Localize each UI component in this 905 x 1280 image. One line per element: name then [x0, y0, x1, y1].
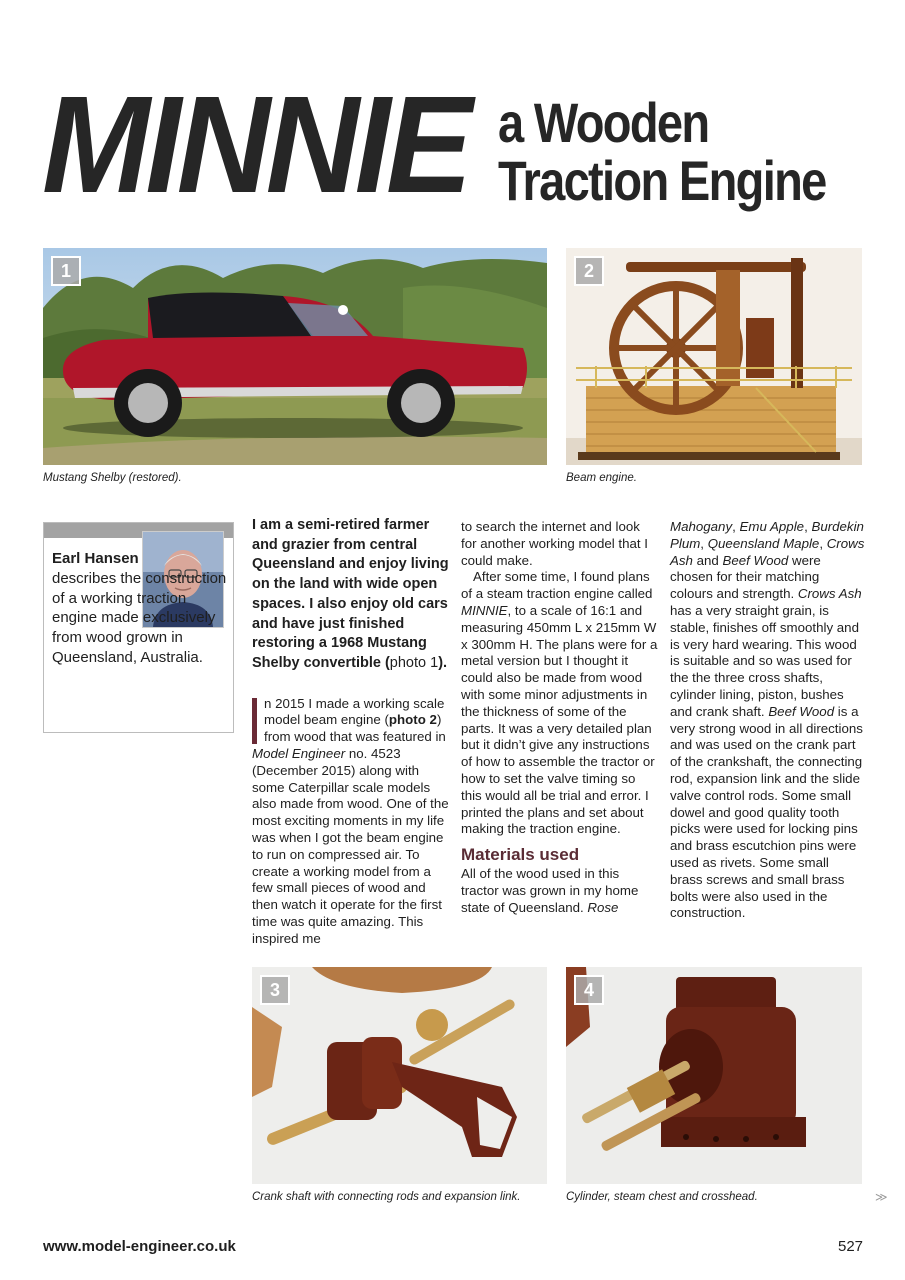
photo-2-beam-engine	[566, 248, 862, 465]
title-sub	[498, 91, 826, 212]
photo-1-number: 1	[51, 256, 81, 286]
wood-burdekin-plum: Burdekin Plum	[670, 519, 864, 551]
intro-end: ).	[438, 654, 448, 671]
col2-paragraph-3	[461, 866, 659, 916]
col3-sep-3: ,	[700, 535, 708, 551]
photo-4-number: 4	[574, 975, 604, 1005]
next-page-marker: ≫	[875, 1190, 888, 1204]
col3-sep-5: and	[692, 552, 723, 568]
col2-paragraph-2	[461, 569, 659, 838]
wood-emu-apple: Emu Apple	[739, 519, 805, 534]
title-main: MINNIE	[42, 68, 468, 222]
column-3	[670, 519, 865, 922]
col1-text-c: no. 4523 (December 2015) along with some Caterpillar scale models also made from wood. One of the most exciting moments in my life was when I got the beam engine to run on compressed air. To create a working model from a few small pieces of wood and then watch it operate for the first time was quite amazing. This inspired me	[252, 746, 449, 946]
col2-p2-a: After some time, I found plans of a steam traction engine called	[461, 569, 653, 602]
photo-4-cylinder	[566, 967, 862, 1184]
col3-text-6: were chosen for their matching colours and strength.	[670, 552, 821, 602]
col3-paragraph	[670, 519, 865, 922]
author-name: Earl Hansen	[52, 550, 139, 567]
sidebar-text	[52, 549, 230, 668]
col1-paragraph	[252, 696, 452, 948]
photo-4-caption: Cylinder, steam chest and crosshead.	[566, 1191, 758, 1203]
column-2	[461, 519, 659, 917]
col2-p3-a: All of the wood used in this tractor was grown in my home state of Queensland.	[461, 866, 639, 915]
col3-sep-4: ,	[819, 535, 827, 551]
photo-3-caption: Crank shaft with connecting rods and expansion link.	[252, 1191, 521, 1203]
col1-photo-ref: photo 2	[388, 712, 437, 728]
col3-text-8: is a very strong wood in all directions and was used on the crank part of the crankshaft, the connecting rod, expansion link and the slide valve control rods. Some small dowel and good quality tooth picks were used for locking pins and brass escutchion pins were used as rivets. Some small brass screws and small brass bolts were also used in the construction.	[670, 703, 863, 921]
col2-paragraph-1: to search the internet and look for another working model that I could make.	[461, 519, 648, 568]
col3-sep-2: ,	[804, 519, 812, 534]
footer-url: www.model-engineer.co.uk	[43, 1238, 236, 1255]
photo-1-caption: Mustang Shelby (restored).	[43, 472, 182, 484]
col2-engine-name: MINNIE	[461, 602, 508, 618]
col3-sep-1: ,	[732, 519, 740, 534]
intro-paragraph	[252, 516, 452, 674]
col2-wood-rose: Rose	[587, 899, 619, 915]
sidebar-description: describes the construction of a working traction engine made exclusively from wood grown in Queensland, Australia.	[52, 569, 227, 666]
photo-3-crankshaft	[252, 967, 547, 1184]
title-sub-line2: Traction Engine	[498, 149, 826, 212]
col1-magazine: Model Engineer	[252, 746, 346, 762]
photo-3-number: 3	[260, 975, 290, 1005]
wood-crows-ash-2: Crows Ash	[797, 586, 862, 602]
title-sub-line1: a Wooden	[498, 91, 709, 154]
wood-mahogany: Mahogany	[670, 519, 733, 534]
intro-text: I am a semi-retired farmer and grazier from central Queensland and enjoy living on the land with wide open spaces. I also enjoy old cars and have just finished restoring a 1968 Mustang Shelby convertible (	[252, 517, 449, 671]
col1-text-a: n 2015 I made a working scale model beam engine (	[264, 695, 445, 728]
photo-2-caption: Beam engine.	[566, 472, 637, 484]
materials-heading: Materials used	[461, 845, 580, 865]
column-1	[252, 516, 452, 948]
photo-1-mustang	[43, 248, 547, 465]
photo-2-number: 2	[574, 256, 604, 286]
author-sidebar	[43, 522, 234, 733]
col1-text-b: ) from wood that was featured in	[264, 712, 446, 745]
page-number: 527	[838, 1238, 864, 1255]
col2-p2-b: , to a scale of 16:1 and measuring 450mm L x 215mm W x 300mm H. The plans were for a metal version but I thought it could also be made from wood with some minor adjustments in the thickness of some of the parts. It was a very detailed plan but it didn’t give any instructions of how to assemble the tractor or how to set the valve timing so this would all be trial and error. I printed the plans and set about making the traction engine.	[461, 602, 658, 837]
col3-text-7: has a very straight grain, is stable, finishes off smoothly and is very hard wearing. This wood is suitable and so was used for the the three cross shafts, cylinder lining, piston, bushes and crank shaft.	[670, 602, 859, 719]
intro-ref: photo 1	[389, 654, 439, 671]
wood-beef-wood: Beef Wood	[722, 552, 789, 568]
wood-crows-ash: Crows Ash	[670, 535, 865, 568]
wood-queensland-maple: Queensland Maple	[707, 535, 820, 551]
drop-cap-bar	[252, 698, 257, 744]
wood-beef-wood-2: Beef Wood	[768, 703, 835, 719]
